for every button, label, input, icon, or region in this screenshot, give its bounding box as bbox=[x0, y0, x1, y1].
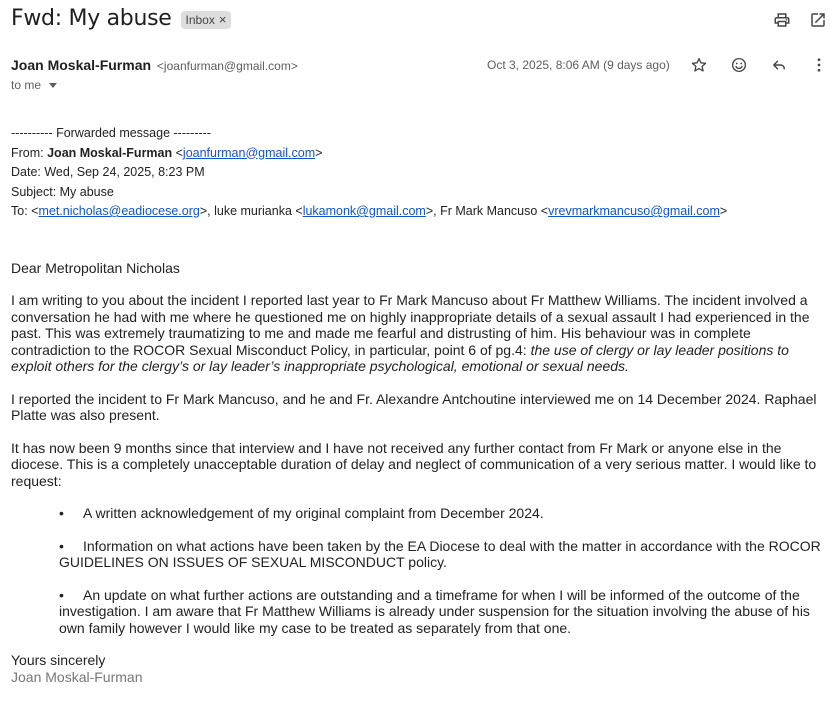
list-item bbox=[59, 538, 823, 571]
forwarded-header bbox=[11, 124, 823, 222]
forwarded-to bbox=[11, 202, 823, 222]
forwarded-subject: Subject: My abuse bbox=[11, 184, 114, 199]
recipient-dropdown[interactable] bbox=[11, 78, 57, 92]
sender-row bbox=[11, 57, 298, 73]
to-mid-1: >, luke murianka < bbox=[199, 204, 303, 218]
sender-name[interactable]: Joan Moskal-Furman bbox=[11, 57, 152, 73]
recipient-text: to me bbox=[11, 78, 42, 92]
paragraph-2: I reported the incident to Fr Mark Mancuso, and he and Fr. Alexandre Antchoutine interviewed me on 14 December 2024. Raphael Platte was also present. bbox=[11, 390, 817, 423]
list-item-text: A written acknowledgement of my original complaint from December 2024. bbox=[83, 505, 544, 521]
reply-icon[interactable] bbox=[769, 55, 789, 75]
star-icon[interactable] bbox=[689, 55, 709, 75]
to-end: > bbox=[719, 204, 728, 218]
to-mid-2: >, Fr Mark Mancuso < bbox=[425, 204, 549, 218]
paragraph-1-text: I am writing to you about the incident I reported last year to Fr Mark Mancuso about Fr Matthew Williams. The incident involved a conversation he had with me where he questioned me on highly inappropriate details of a sexual assault I had experienced in the past. This was extremely traumatizing to me and made me fearful and distrusting of him. His behaviour was in complete contradiction to the ROCOR Sexual Misconduct Policy, in particular, point 6 of pg.4: bbox=[11, 292, 810, 358]
forwarded-date: Date: Wed, Sep 24, 2025, 8:23 PM bbox=[11, 165, 205, 179]
email-subject: Fwd: My abuse bbox=[11, 6, 172, 31]
forwarded-from bbox=[11, 144, 823, 164]
bullet-icon: • bbox=[59, 505, 64, 521]
subject-row bbox=[11, 6, 231, 31]
paragraph-1 bbox=[11, 292, 823, 375]
emoji-react-icon[interactable] bbox=[729, 55, 749, 75]
remove-label-icon[interactable]: × bbox=[218, 11, 227, 27]
more-vertical-icon[interactable] bbox=[809, 55, 829, 75]
forwarded-from-email-link[interactable]: joanfurman@gmail.com bbox=[182, 145, 316, 160]
signature: Joan Moskal-Furman bbox=[11, 668, 143, 685]
print-icon[interactable] bbox=[772, 10, 792, 30]
inbox-label-text: Inbox bbox=[185, 12, 215, 27]
forwarded-from-name: Joan Moskal-Furman bbox=[47, 145, 173, 160]
from-gt: > bbox=[315, 145, 323, 160]
paragraph-3: It has now been 9 months since that interview and I have not received any further contact from Fr Mark or anyone else in the diocese. This is a completely unacceptable duration of delay and neglect of communication of a very serious matter. I would like to request: bbox=[11, 439, 817, 489]
chevron-down-icon[interactable] bbox=[49, 83, 57, 88]
from-lt: < bbox=[172, 145, 183, 160]
from-label: From: bbox=[11, 145, 48, 160]
message-actions bbox=[689, 55, 829, 75]
sender-email: <joanfurman@gmail.com> bbox=[156, 59, 298, 73]
greeting: Dear Metropolitan Nicholas bbox=[11, 259, 180, 276]
to-email-link-2[interactable]: lukamonk@gmail.com bbox=[302, 204, 426, 218]
top-toolbar bbox=[772, 10, 828, 30]
forwarded-divider: ---------- Forwarded message --------- bbox=[11, 126, 211, 140]
to-label: To: < bbox=[11, 204, 39, 218]
bullet-icon: • bbox=[59, 537, 64, 554]
to-email-link-3[interactable]: vrevmarkmancuso@gmail.com bbox=[548, 204, 720, 218]
list-item-text: An update on what further actions are outstanding and a timeframe for when I will be informed of the outcome of the investigation. I am aware that Fr Matthew Williams is already under suspension for the situation involving the abuse of his own family however I would like my case to be treated as separately from that one. bbox=[59, 586, 810, 636]
policy-quote: the use of clergy or lay leader positions to exploit others for the clergy’s or lay leader’s inappropriate psychological, emotional or sexual needs. bbox=[11, 341, 789, 374]
email-body bbox=[11, 124, 823, 685]
bullet-icon: • bbox=[59, 586, 64, 603]
inbox-label-badge[interactable] bbox=[181, 11, 232, 29]
list-item bbox=[59, 587, 823, 637]
email-date: Oct 3, 2025, 8:06 AM (9 days ago) bbox=[487, 58, 670, 72]
to-email-link-1[interactable]: met.nicholas@eadiocese.org bbox=[38, 204, 200, 218]
closing: Yours sincerely bbox=[11, 652, 106, 668]
list-item-text: Information on what actions have been taken by the EA Diocese to deal with the matter in accordance with the ROCOR GUIDELINES ON ISSUES OF SEXUAL MISCONDUCT policy. bbox=[59, 537, 821, 570]
request-list bbox=[11, 505, 823, 636]
open-in-new-window-icon[interactable] bbox=[808, 10, 828, 30]
list-item bbox=[59, 505, 823, 522]
